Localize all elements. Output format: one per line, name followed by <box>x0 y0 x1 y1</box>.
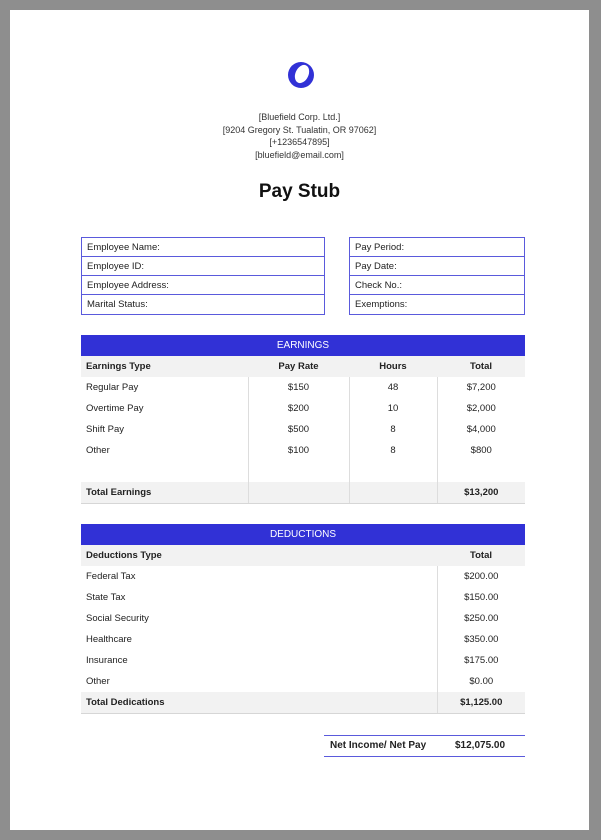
earning-hours: 8 <box>349 440 437 461</box>
deduction-type: Healthcare <box>86 634 132 645</box>
blank-row <box>81 461 525 482</box>
employee-id-field: Employee ID: <box>82 257 324 276</box>
earnings-header-type: Earnings Type <box>81 356 248 377</box>
table-row <box>81 608 525 629</box>
deduction-total: $175.00 <box>437 650 525 671</box>
company-email: [bluefield@email.com] <box>255 149 344 160</box>
deduction-type: Insurance <box>86 655 128 666</box>
table-row <box>81 629 525 650</box>
deduction-total: $350.00 <box>437 629 525 650</box>
deduction-type: Other <box>86 676 110 687</box>
net-pay-row <box>324 735 525 757</box>
pay-period-field: Pay Period: <box>350 238 524 257</box>
earning-total: $7,200 <box>437 377 525 398</box>
net-pay-value: $12,075.00 <box>455 740 506 751</box>
table-row <box>81 419 525 440</box>
deductions-table <box>81 524 525 714</box>
deduction-type: Social Security <box>86 613 149 624</box>
company-phone: [+1236547895] <box>269 137 330 147</box>
earnings-header-hours: Hours <box>349 356 437 377</box>
pay-stub-page <box>10 10 589 830</box>
company-info <box>10 111 589 161</box>
deductions-total-value: $1,125.00 <box>437 692 525 714</box>
table-row <box>81 440 525 461</box>
company-address: [9204 Gregory St. Tualatin, OR 97062] <box>222 124 377 135</box>
company-name: [Bluefield Corp. Ltd.] <box>258 112 341 122</box>
earning-hours: 10 <box>349 398 437 419</box>
deduction-total: $250.00 <box>437 608 525 629</box>
deduction-type: State Tax <box>86 592 126 603</box>
pay-date-field: Pay Date: <box>350 257 524 276</box>
pay-info-box <box>349 237 525 315</box>
employee-info-box <box>81 237 325 315</box>
ring-logo-icon <box>286 60 316 90</box>
deduction-total: $150.00 <box>437 587 525 608</box>
earnings-title: EARNINGS <box>81 335 525 356</box>
deduction-total: $200.00 <box>437 566 525 587</box>
table-row <box>81 671 525 692</box>
earnings-header-total: Total <box>437 356 525 377</box>
earnings-total-label: Total Earnings <box>81 482 248 504</box>
table-row <box>81 650 525 671</box>
earning-type: Shift Pay <box>86 424 125 435</box>
earning-rate: $200 <box>248 398 349 419</box>
table-row <box>81 566 525 587</box>
earning-rate: $150 <box>248 377 349 398</box>
earning-rate: $100 <box>248 440 349 461</box>
earning-type: Regular Pay <box>86 382 139 393</box>
deductions-total-row <box>81 692 525 714</box>
earning-hours: 8 <box>349 419 437 440</box>
net-pay-label: Net Income/ Net Pay <box>330 740 427 751</box>
earning-total: $800 <box>437 440 525 461</box>
deduction-total: $0.00 <box>437 671 525 692</box>
employee-address-field: Employee Address: <box>82 276 324 295</box>
deductions-title: DEDUCTIONS <box>81 524 525 545</box>
earnings-total-row <box>81 482 525 504</box>
earnings-table <box>81 335 525 504</box>
check-no-field: Check No.: <box>350 276 524 295</box>
earning-type: Other <box>86 445 110 456</box>
exemptions-field: Exemptions: <box>355 299 408 310</box>
earnings-header-rate: Pay Rate <box>248 356 349 377</box>
table-row <box>81 398 525 419</box>
earning-total: $2,000 <box>437 398 525 419</box>
deductions-header-total: Total <box>437 545 525 566</box>
earning-rate: $500 <box>248 419 349 440</box>
deductions-total-label: Total Dedications <box>81 692 437 714</box>
deduction-type: Federal Tax <box>86 571 136 582</box>
employee-name-field: Employee Name: <box>82 238 324 257</box>
table-row <box>81 587 525 608</box>
marital-status-field: Marital Status: <box>87 299 148 310</box>
earning-hours: 48 <box>349 377 437 398</box>
table-row <box>81 377 525 398</box>
earning-type: Overtime Pay <box>86 403 144 414</box>
earnings-total-value: $13,200 <box>437 482 525 504</box>
earning-total: $4,000 <box>437 419 525 440</box>
page-title: Pay Stub <box>258 181 341 202</box>
deductions-header-type: Deductions Type <box>81 545 437 566</box>
